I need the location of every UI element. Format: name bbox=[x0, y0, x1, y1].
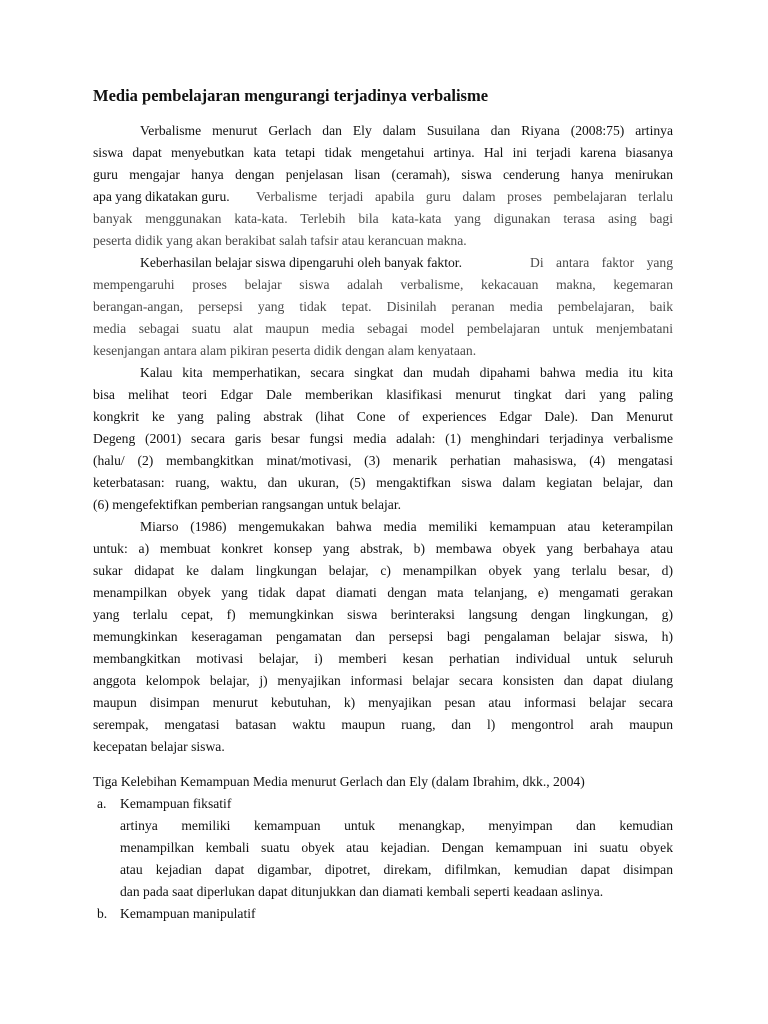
paragraph-line: apa yang dikatakan guru. bbox=[93, 189, 230, 204]
list-item-text: dan pada saat diperlukan dapat ditunjukkan dan diamati kembali seperti keadaan aslinya. bbox=[120, 884, 604, 899]
list-item-text: menampilkan kembali suatu obyek atau kejadian. Dengan kemampuan ini suatu obyek bbox=[120, 840, 673, 855]
paragraph-line: banyak menggunakan kata-kata. Terlebih bila kata-kata yang digunakan terasa asing bagi bbox=[93, 211, 673, 226]
list-marker-a: a. bbox=[97, 796, 107, 811]
list-item-text: atau kejadian dapat digambar, dipotret, direkam, difilmkan, kemudian dapat disimpan bbox=[120, 862, 673, 877]
list-marker-b: b. bbox=[97, 906, 108, 921]
list-item-label-b: Kemampuan manipulatif bbox=[120, 906, 256, 921]
paragraph-line: Di antara faktor yang bbox=[530, 255, 673, 270]
paragraph-line: kecepatan belajar siswa. bbox=[93, 739, 225, 754]
list-item-text: artinya memiliki kemampuan untuk menangkap, menyimpan dan kemudian bbox=[120, 818, 673, 833]
paragraph-line: Verbalisme menurut Gerlach dan Ely dalam Susuilana dan Riyana (2008:75) artinya bbox=[140, 123, 673, 138]
paragraph-line: siswa dapat menyebutkan kata tetapi tidak mengetahui artinya. Hal ini terjadi karena biasanya bbox=[93, 145, 673, 160]
list-item-label-a: Kemampuan fiksatif bbox=[120, 796, 232, 811]
paragraph-line: yang terlalu cepat, f) memungkinkan siswa berinteraksi langsung dengan lingkungan, g) bbox=[93, 607, 673, 622]
paragraph-line: Degeng (2001) secara garis besar fungsi media adalah: (1) menghindari terjadinya verbalisme bbox=[93, 431, 673, 446]
paragraph-line: kongkrit ke yang paling abstrak (lihat Cone of experiences Edgar Dale). Dan Menurut bbox=[93, 409, 673, 424]
paragraph-line: mempengaruhi proses belajar siswa adalah verbalisme, kekacauan makna, kegemaran bbox=[93, 277, 673, 292]
paragraph-line: menampilkan obyek yang tidak dapat diamati dengan mata telanjang, e) mengamati gerakan bbox=[93, 585, 673, 600]
paragraph-line: maupun disimpan menurut kebutuhan, k) menyajikan pesan atau informasi belajar secara bbox=[93, 695, 673, 710]
paragraph-line: guru mengajar hanya dengan penjelasan lisan (ceramah), siswa cenderung hanya menirukan bbox=[93, 167, 673, 182]
paragraph-line: Keberhasilan belajar siswa dipengaruhi oleh banyak faktor. bbox=[140, 255, 462, 270]
paragraph-line: (6) mengefektifkan pemberian rangsangan untuk belajar. bbox=[93, 497, 402, 512]
paragraph-line: peserta didik yang akan berakibat salah tafsir atau kerancuan makna. bbox=[93, 233, 467, 248]
paragraph-line: (halu/ (2) membangkitkan minat/motivasi, (3) menarik perhatian mahasiswa, (4) mengatasi bbox=[93, 453, 673, 468]
paragraph-line: media sebagai suatu alat maupun media sebagai model pembelajaran untuk menjembatani bbox=[93, 321, 673, 336]
paragraph-line: Kalau kita memperhatikan, secara singkat dan mudah dipahami bahwa media itu kita bbox=[140, 365, 673, 380]
paragraph-line: bisa melihat teori Edgar Dale memberikan klasifikasi menurut tingkat dari yang paling bbox=[93, 387, 673, 402]
list-heading: Tiga Kelebihan Kemampuan Media menurut Gerlach dan Ely (dalam Ibrahim, dkk., 2004) bbox=[93, 774, 585, 789]
paragraph-line: berangan-angan, persepsi yang tidak tepat. Disinilah peranan media pembelajaran, baik bbox=[93, 299, 673, 314]
paragraph-line: memungkinkan keseragaman pengamatan dan persepsi bagi pengalaman belajar siswa, h) bbox=[93, 629, 673, 644]
paragraph-line: keterbatasan: ruang, waktu, dan ukuran, (5) mengaktifkan siswa dalam kegiatan belajar, dan bbox=[93, 475, 673, 490]
paragraph-line: Verbalisme terjadi apabila guru dalam proses pembelajaran terlalu bbox=[256, 189, 673, 204]
paragraph-line: kesenjangan antara alam pikiran peserta didik dengan alam kenyataan. bbox=[93, 343, 477, 358]
paragraph-line: membangkitkan motivasi belajar, i) memberi kesan perhatian individual untuk seluruh bbox=[93, 651, 673, 666]
paragraph-line: serempak, mengatasi batasan waktu maupun ruang, dan l) mengontrol arah maupun bbox=[93, 717, 673, 732]
section-title: Media pembelajaran mengurangi terjadinya verbalisme bbox=[93, 86, 489, 105]
paragraph-line: untuk: a) membuat konkret konsep yang abstrak, b) membawa obyek yang berbahaya atau bbox=[93, 541, 673, 556]
paragraph-line: sukar didapat ke dalam lingkungan belajar, c) menampilkan obyek yang terlalu besar, d) bbox=[93, 563, 673, 578]
paragraph-line: anggota kelompok belajar, j) menyajikan informasi belajar secara konsisten dan dapat diulang bbox=[93, 673, 673, 688]
paragraph-line: Miarso (1986) mengemukakan bahwa media memiliki kemampuan atau keterampilan bbox=[140, 519, 673, 534]
